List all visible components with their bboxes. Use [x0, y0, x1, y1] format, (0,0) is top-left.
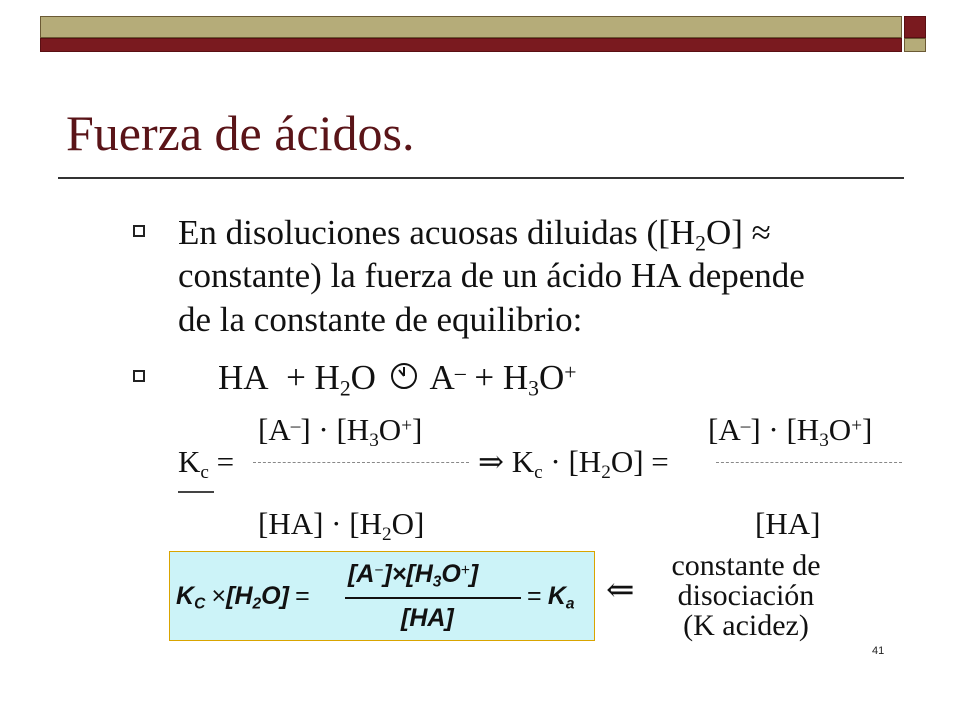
ka-fraction-line	[345, 597, 521, 599]
ka-numerator: $[A^-]\times[H_3O^+]$	[348, 560, 479, 591]
bullet1-line3: de la constante de equilibrio:	[178, 300, 583, 339]
caption-line: constante de	[671, 549, 821, 582]
slide-title: Fuerza de ácidos.	[66, 105, 415, 161]
kc-implies-expression: ⇒ $K_c \cdot [H_2O]$ =	[478, 444, 669, 483]
slide-number: 41	[872, 645, 885, 657]
title-divider	[58, 177, 904, 179]
bullet-square-icon	[133, 225, 145, 237]
kc-underline	[178, 491, 214, 493]
dissociation-caption	[648, 551, 844, 641]
ka-equation-box	[169, 551, 595, 641]
kc-symbol: $K_c$ =	[178, 444, 235, 483]
caption-line: disociación	[677, 579, 815, 612]
kc-numerator-right: $[A^-] \cdot [H_3O^+]$	[708, 412, 873, 451]
fraction-line-right	[716, 462, 902, 463]
kc-numerator-left: $[A^-] \cdot [H_3O^+]$	[258, 412, 423, 451]
bullet-square-icon	[133, 370, 145, 382]
kc-denominator-left: $[HA] \cdot [H_2O]$	[258, 506, 425, 545]
ka-rhs: = $K_a$	[527, 582, 575, 613]
clock-arrow-icon	[389, 361, 419, 397]
header-bar-maroon	[40, 38, 902, 52]
bullet1-line2: constante) la fuerza de un ácido HA depende	[178, 256, 805, 295]
header-square-maroon	[904, 16, 926, 38]
caption-line: (K acidez)	[683, 609, 809, 642]
reaction-equation: HA + $H_2O$ $A^- + H_3O^+$	[218, 358, 577, 401]
ka-denominator: [HA]	[401, 604, 454, 632]
fraction-line-left	[253, 462, 469, 463]
bullet1-line1: En disoluciones acuosas diluidas ($[H_2O]$ ≈	[178, 213, 771, 256]
left-double-arrow-icon: ⇐	[606, 572, 635, 609]
header-bar-tan	[40, 16, 902, 38]
header-square-tan	[904, 38, 926, 52]
ka-lhs: $K_C \times[H_2O]$ =	[176, 582, 310, 613]
kc-denominator-right: [HA]	[755, 506, 821, 541]
